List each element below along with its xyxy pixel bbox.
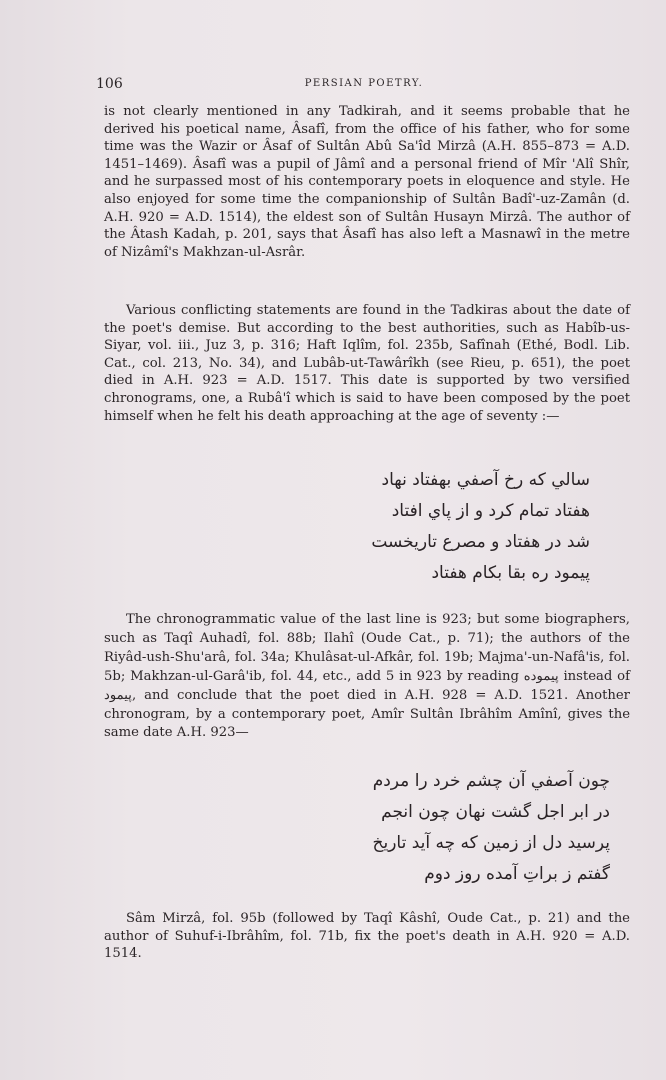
- verse-line: پرسيد دل از زمين که چه آيد تاريخ: [372, 833, 610, 853]
- verse-line: سالي که رخ آصفي بهفتاد نهاد: [381, 470, 590, 490]
- verse-line: پيمود ره بقا بکام هفتاد: [431, 563, 590, 583]
- page-header: [96, 76, 632, 96]
- paragraph-3: The chronogrammatic value of the last line is 923; but some biographers, such as Taqî Auhadî, fol. 88b; Ilahî (Oude Cat., p. 71); the authors of the Riyâd-ush-Shu'arâ, fol. 34a; Khulâsat-ul-Afkâr, fol. 19b; Majma'-un-Nafâ'is, fol. 5b; Makhzan-ul-Garâ'ib, fol. 44, etc., add 5 in 923 by reading پیموده instead of پیمود, and conclude that the poet died in A.H. 928 = A.D. 1521. Another chronogram, by a contemporary poet, Amîr Sultân Ibrâhîm Amînî, gives the same date A.H. 923—: [104, 612, 630, 741]
- verse-line: گفتم ز براتِ آمده روز دوم: [424, 864, 610, 884]
- page-number: 106: [96, 76, 123, 92]
- verse-line: شد در هفتاد و مصرع تاريخست: [371, 532, 590, 552]
- chronogram-verse: [250, 766, 610, 890]
- verse-line: چون آصفي آن چشم خرد را مردم: [372, 771, 610, 791]
- paragraph-1: is not clearly mentioned in any Tadkirah, and it seems probable that he derived his poetical name, Âsafî, from the office of his father, who for some time was the Wazir or Âsaf of Sultân Abû Sa'îd Mirzâ (A.H. 855–873 = A.D. 1451–1469). Âsafî was a pupil of Jâmî and a personal friend of Mîr 'Alî Shîr, and he surpassed most of his contemporary poets in eloquence and style. He also enjoyed for some time the companionship of Sultân Badî'-uz-Zamân (d. A.H. 920 = A.D. 1514), the eldest son of Sultân Husayn Mirzâ. The author of the Âtash Kadah, p. 201, says that Âsafî has also left a Masnawî in the metre of Nizâmî's Makhzan-ul-Asrâr.: [104, 104, 630, 260]
- running-title: PERSIAN POETRY.: [304, 78, 424, 89]
- rubai-verse: [230, 465, 590, 589]
- paragraph-2: Various conflicting statements are found in the Tadkiras about the date of the poet's demise. But according to the best authorities, such as Habîb-us-Siyar, vol. iii., Juz 3, p. 316; Haft Iqlîm, fol. 235b, Safînah (Ethé, Bodl. Lib. Cat., col. 213, No. 34), and Lubâb-ut-Tawârîkh (see Rieu, p. 651), the poet died in A.H. 923 = A.D. 1517. This date is supported by two versified chronograms, one, a Rubâ'î which is said to have been composed by the poet himself when he felt his death approaching at the age of seventy :—: [104, 303, 630, 424]
- verse-line: در ابر اجل گشت نهان چون انجم: [381, 802, 610, 822]
- paragraph-4: Sâm Mirzâ, fol. 95b (followed by Taqî Kâshî, Oude Cat., p. 21) and the author of Suhuf-i-Ibrâhîm, fol. 71b, fix the poet's death in A.H. 920 = A.D. 1514.: [104, 911, 630, 962]
- verse-line: هفتاد تمام کرد و از پاي افتاد: [391, 501, 590, 521]
